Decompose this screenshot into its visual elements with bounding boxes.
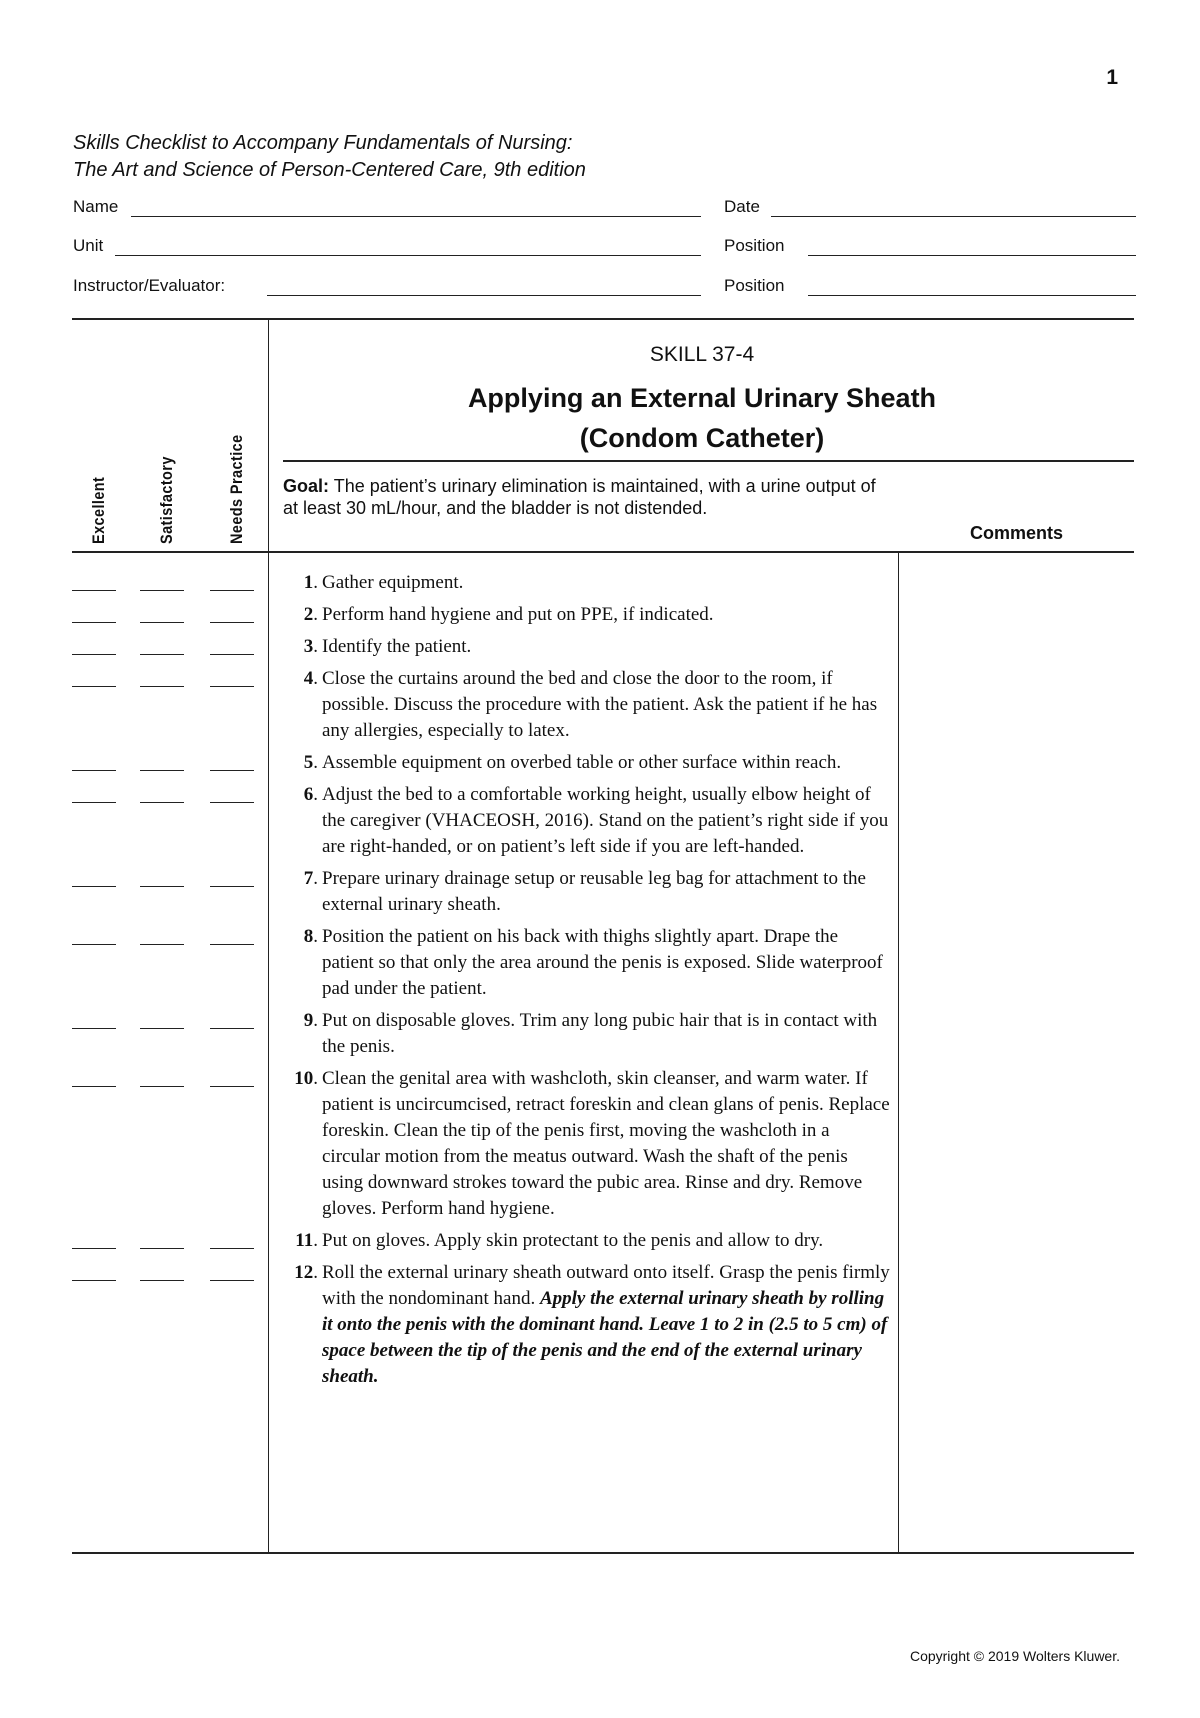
rating-blanks <box>72 944 254 946</box>
unit-line <box>115 255 701 256</box>
position-label-2: Position <box>724 276 785 295</box>
name-label: Name <box>73 197 119 216</box>
step-number-value: 12 <box>294 1262 314 1283</box>
table-header-rule <box>72 551 1134 553</box>
instructor-field[interactable] <box>73 276 701 300</box>
rating-blank-satisfactory[interactable] <box>140 622 184 623</box>
rating-blank-satisfactory[interactable] <box>140 1280 184 1281</box>
rating-column-divider <box>268 319 269 1552</box>
date-line <box>771 216 1136 217</box>
goal-label: Goal: <box>283 476 330 496</box>
position-field-2[interactable] <box>724 276 1136 300</box>
date-label: Date <box>724 197 760 216</box>
rating-blank-excellent[interactable] <box>72 1086 116 1087</box>
name-line <box>131 216 701 217</box>
goal-statement <box>283 475 883 519</box>
step-item <box>270 634 890 660</box>
rating-blank-needs-practice[interactable] <box>210 802 254 803</box>
step-item <box>270 570 890 596</box>
step-text: Gather equipment. <box>322 572 464 593</box>
unit-field[interactable] <box>73 236 701 260</box>
comments-header: Comments <box>970 523 1064 543</box>
rating-blank-satisfactory[interactable] <box>140 770 184 771</box>
rating-blanks <box>72 886 254 888</box>
skill-title-line1: Applying an External Urinary Sheath <box>467 383 937 413</box>
step-number-value: 5 <box>303 752 314 773</box>
step-item <box>270 866 890 918</box>
step-text: Identify the patient. <box>322 636 472 657</box>
step-item <box>270 1228 890 1254</box>
step-text: Roll the external urinary sheath outward onto itself. Grasp the penis firmly with the nondominant hand. <box>322 1262 890 1309</box>
rating-blank-excellent[interactable] <box>72 622 116 623</box>
step-emphasis-text: Apply the external urinary sheath by rolling it onto the penis with the dominant hand. Leave 1 to 2 in (2.5 to 5 cm) of space between the tip of the penis and the end of the external urinary sheath. <box>322 1288 888 1387</box>
rating-header-satisfactory: Satisfactory <box>157 456 176 544</box>
rating-blank-needs-practice[interactable] <box>210 654 254 655</box>
rating-blank-needs-practice[interactable] <box>210 770 254 771</box>
rating-blank-excellent[interactable] <box>72 1280 116 1281</box>
rating-blanks <box>72 1280 254 1282</box>
rating-blank-satisfactory[interactable] <box>140 686 184 687</box>
rating-blank-needs-practice[interactable] <box>210 944 254 945</box>
rating-blank-excellent[interactable] <box>72 686 116 687</box>
skill-title-line2: (Condom Catheter) <box>579 423 825 453</box>
step-number-value: 6 <box>303 784 314 805</box>
rating-blank-needs-practice[interactable] <box>210 1086 254 1087</box>
step-item <box>270 1260 890 1390</box>
step-text: Prepare urinary drainage setup or reusable leg bag for attachment to the external urinary sheath. <box>322 868 866 915</box>
step-number-value: 1 <box>303 572 314 593</box>
step-number: 2. <box>303 604 318 625</box>
rating-blank-satisfactory[interactable] <box>140 944 184 945</box>
step-item <box>270 924 890 1002</box>
step-number: 11. <box>295 1230 318 1251</box>
step-text: Put on disposable gloves. Trim any long pubic hair that is in contact with the penis. <box>322 1010 878 1057</box>
step-number-value: 8 <box>303 926 314 947</box>
step-text: Position the patient on his back with thighs slightly apart. Drape the patient so that only the area around the penis is exposed. Slide waterproof pad under the patient. <box>322 926 883 999</box>
rating-blanks <box>72 802 254 804</box>
step-item <box>270 1066 890 1222</box>
rating-blank-needs-practice[interactable] <box>210 686 254 687</box>
rating-blank-excellent[interactable] <box>72 770 116 771</box>
rating-blank-needs-practice[interactable] <box>210 1280 254 1281</box>
title-divider <box>283 460 1134 462</box>
step-number-value: 10 <box>294 1068 314 1089</box>
step-item <box>270 782 890 860</box>
step-text: Close the curtains around the bed and close the door to the room, if possible. Discuss the procedure with the patient. Ask the patient if he has any allergies, especially to latex. <box>322 668 878 741</box>
rating-blank-excellent[interactable] <box>72 886 116 887</box>
rating-blank-satisfactory[interactable] <box>140 590 184 591</box>
step-text: Clean the genital area with washcloth, skin cleanser, and warm water. If patient is uncircumcised, retract foreskin and clean glans of penis. Replace foreskin. Clean the tip of the penis first, moving the washcloth in a circular motion from the meatus outward. Wash the shaft of the penis using downward strokes toward the pubic area. Rinse and dry. Remove gloves. Perform hand hygiene. <box>322 1068 890 1219</box>
steps-list <box>270 570 890 1396</box>
book-title-line2: The Art and Science of Person-Centered Care, 9th edition <box>73 159 586 181</box>
rating-header-excellent: Excellent <box>89 476 108 544</box>
rating-blanks <box>72 590 254 592</box>
rating-blank-satisfactory[interactable] <box>140 802 184 803</box>
position-line-2 <box>808 295 1136 296</box>
rating-blank-satisfactory[interactable] <box>140 1086 184 1087</box>
step-number-value: 11 <box>295 1230 314 1251</box>
step-number: 4. <box>303 668 318 689</box>
book-title-line1: Skills Checklist to Accompany Fundamentals of Nursing: <box>73 132 573 154</box>
step-number-value: 4 <box>303 668 314 689</box>
step-number: 3. <box>303 636 318 657</box>
rating-blank-satisfactory[interactable] <box>140 654 184 655</box>
step-number-value: 9 <box>303 1010 314 1031</box>
unit-label: Unit <box>73 236 104 255</box>
rating-blank-satisfactory[interactable] <box>140 1248 184 1249</box>
position-label-1: Position <box>724 236 785 255</box>
rating-blank-needs-practice[interactable] <box>210 590 254 591</box>
goal-text: The patient’s urinary elimination is maintained, with a urine output of at least 30 mL/hour, and the bladder is not distended. <box>283 476 876 518</box>
instructor-label: Instructor/Evaluator: <box>73 276 226 295</box>
rating-blanks <box>72 1086 254 1088</box>
step-number: 7. <box>303 868 318 889</box>
rating-blank-satisfactory[interactable] <box>140 886 184 887</box>
step-number: 1. <box>303 572 318 593</box>
step-text: Put on gloves. Apply skin protectant to the penis and allow to dry. <box>322 1230 824 1251</box>
step-number-value: 3 <box>303 636 314 657</box>
name-field[interactable] <box>73 197 701 221</box>
step-item <box>270 750 890 776</box>
step-text: Adjust the bed to a comfortable working height, usually elbow height of the caregiver (VHACEOSH, 2016). Stand on the patient’s right side if you are right-handed, or on patient’s left side if you are left-handed. <box>322 784 889 857</box>
rating-blank-excellent[interactable] <box>72 654 116 655</box>
rating-blanks <box>72 770 254 772</box>
rating-blank-excellent[interactable] <box>72 1248 116 1249</box>
rating-blank-needs-practice[interactable] <box>210 1028 254 1029</box>
position-line-1 <box>808 255 1136 256</box>
skill-number: SKILL 37-4 <box>649 343 755 366</box>
step-text: Perform hand hygiene and put on PPE, if indicated. <box>322 604 714 625</box>
step-number-value: 2 <box>303 604 314 625</box>
rating-blank-excellent[interactable] <box>72 802 116 803</box>
step-item <box>270 602 890 628</box>
table-top-rule <box>72 318 1134 320</box>
rating-blanks <box>72 1028 254 1030</box>
step-item <box>270 666 890 744</box>
rating-blanks <box>72 686 254 688</box>
position-field-1[interactable] <box>724 236 1136 260</box>
step-number: 8. <box>303 926 318 947</box>
step-number-value: 7 <box>303 868 314 889</box>
step-number: 6. <box>303 784 318 805</box>
instructor-line <box>267 295 701 296</box>
rating-blank-needs-practice[interactable] <box>210 622 254 623</box>
page-number: 1 <box>1106 66 1118 89</box>
rating-blank-excellent[interactable] <box>72 590 116 591</box>
step-number: 10. <box>294 1068 318 1089</box>
rating-blank-satisfactory[interactable] <box>140 1028 184 1029</box>
rating-blank-excellent[interactable] <box>72 944 116 945</box>
rating-blank-needs-practice[interactable] <box>210 1248 254 1249</box>
rating-blanks <box>72 654 254 656</box>
step-item <box>270 1008 890 1060</box>
copyright: Copyright © 2019 Wolters Kluwer. <box>909 1648 1120 1664</box>
step-number: 5. <box>303 752 318 773</box>
rating-blank-needs-practice[interactable] <box>210 886 254 887</box>
step-number: 12. <box>294 1262 318 1283</box>
table-bottom-rule <box>72 1552 1134 1554</box>
comments-column-divider <box>898 552 899 1552</box>
step-number: 9. <box>303 1010 318 1031</box>
rating-blank-excellent[interactable] <box>72 1028 116 1029</box>
rating-blanks <box>72 1248 254 1250</box>
book-title <box>73 130 586 184</box>
skill-title <box>270 378 1134 458</box>
rating-blanks <box>72 622 254 624</box>
step-text: Assemble equipment on overbed table or other surface within reach. <box>322 752 842 773</box>
date-field[interactable] <box>724 197 1136 221</box>
rating-header-needs-practice: Needs Practice <box>227 434 246 544</box>
